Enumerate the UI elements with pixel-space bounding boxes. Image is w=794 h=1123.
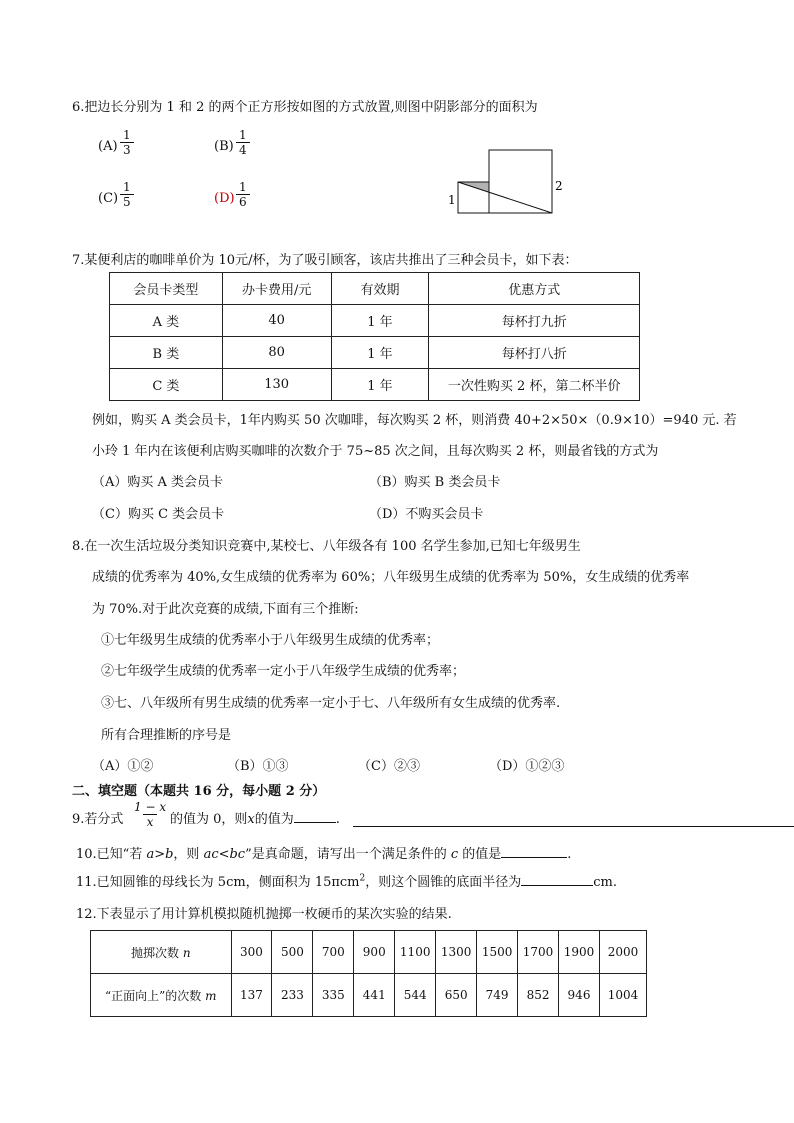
q6-squares-figure — [440, 146, 570, 218]
table-cell: 1 年 — [331, 305, 429, 337]
table-cell: 80 — [222, 337, 331, 369]
q11-text-1: 11.已知圆锥的母线长为 5cm，侧面积为 15πcm — [76, 875, 360, 890]
q6-option-d-num: 1 — [239, 180, 247, 194]
table-cell: 一次性购买 2 杯，第二杯半价 — [429, 369, 640, 401]
q10-text — [76, 843, 571, 862]
q10-text-2: ，则 — [173, 847, 204, 862]
q9-text — [170, 808, 340, 827]
q6-option-b-den: 4 — [236, 142, 250, 157]
section-2-total-score: 16 — [193, 784, 212, 799]
q8-option-b: （B）①③ — [227, 759, 289, 774]
large-square — [489, 150, 552, 213]
section-2-item-score: 2 — [285, 784, 295, 799]
q11-text — [76, 871, 617, 890]
q10-text-4: 的值是 — [458, 847, 502, 862]
table-cell: 130 — [222, 369, 331, 401]
q11-end: cm. — [593, 875, 618, 890]
q9-fraction-den: x — [143, 814, 158, 829]
table-cell: 1500 — [477, 931, 518, 974]
row-label-n — [91, 931, 232, 974]
row-label-m-var: m — [205, 988, 217, 1003]
table-header-cell: 优惠方式 — [429, 273, 640, 305]
table-cell: 每杯打九折 — [429, 305, 640, 337]
table-cell: 749 — [477, 974, 518, 1017]
q6-option-b-fraction — [236, 128, 250, 157]
q12-stem: 12.下表显示了用计算机模拟随机抛掷一枚硬币的某次实验的结果. — [76, 907, 452, 922]
table-cell: 1300 — [436, 931, 477, 974]
q9-suffix: 的值为 — [254, 812, 294, 827]
table-cell: 1700 — [518, 931, 559, 974]
q12-coin-table — [90, 930, 647, 1017]
q8-option-a: （A）①② — [92, 759, 154, 774]
q9-end: . — [335, 812, 340, 827]
q6-option-c-num: 1 — [123, 180, 131, 194]
q8-option-c: （C）②③ — [358, 759, 420, 774]
q7-option-b: （B）购买 B 类会员卡 — [369, 475, 501, 490]
q6-option-a-num: 1 — [123, 128, 131, 142]
table-cell: 1100 — [395, 931, 436, 974]
table-row — [110, 369, 640, 401]
table-cell: B 类 — [110, 337, 223, 369]
q11-text-2: ，则这个圆锥的底面半径为 — [365, 875, 522, 890]
q6-option-d-fraction — [236, 180, 250, 209]
q7-stem: 7.某便利店的咖啡单价为 10元/杯，为了吸引顾客，该店共推出了三种会员卡，如下表： — [72, 253, 578, 268]
table-row — [110, 305, 640, 337]
q9-fraction-num: 1 − x — [134, 800, 167, 814]
q7-option-c: （C）购买 C 类会员卡 — [92, 507, 225, 522]
table-cell: 650 — [436, 974, 477, 1017]
table-cell: 441 — [354, 974, 395, 1017]
table-cell: 700 — [313, 931, 354, 974]
q6-option-c-fraction — [120, 180, 134, 209]
q6-option-a-den: 3 — [120, 142, 134, 157]
section-2-mid: 分，每小题 — [211, 784, 286, 799]
q8-line-1: 8.在一次生活垃圾分类知识竞赛中,某校七、八年级各有 100 名学生参加,已知七年级男生 — [72, 539, 581, 554]
table-cell: 233 — [272, 974, 313, 1017]
q9-answer-blank[interactable] — [294, 822, 336, 823]
q10-condition: a>b — [146, 847, 174, 862]
q8-prompt: 所有合理推断的序号是 — [101, 728, 232, 743]
large-square-label: 2 — [555, 179, 563, 193]
q6-option-a-label: (A) — [98, 139, 118, 154]
q7-option-a: （A）购买 A 类会员卡 — [92, 475, 224, 490]
q9-variable: x — [247, 812, 255, 827]
q10-variable: c — [450, 847, 459, 862]
table-row — [110, 337, 640, 369]
table-header-row — [110, 273, 640, 305]
q6-option-b-num: 1 — [239, 128, 247, 142]
q10-end: . — [567, 847, 572, 862]
table-cell: 1900 — [559, 931, 600, 974]
q7-example-line: 例如，购买 A 类会员卡，1年内购买 50 次咖啡，每次购买 2 杯，则消费 40+2×50×（0.9×10）=940 元. 若 — [92, 413, 737, 428]
table-cell: 1 年 — [331, 369, 429, 401]
q8-inference-3: ③七、八年级所有男生成绩的优秀率一定小于七、八年级所有女生成绩的优秀率. — [101, 696, 561, 711]
q8-inference-1: ①七年级男生成绩的优秀率小于八年级男生成绩的优秀率； — [101, 633, 440, 648]
q9-fraction — [130, 800, 170, 829]
q6-option-a-fraction — [120, 128, 134, 157]
row-label-m-text: “正面向上”的次数 — [105, 988, 202, 1003]
q11-answer-blank[interactable] — [521, 885, 593, 886]
table-cell: 900 — [354, 931, 395, 974]
table-cell: 每杯打八折 — [429, 337, 640, 369]
row-label-m — [91, 974, 232, 1017]
q10-conclusion: ac<bc — [203, 847, 246, 862]
table-cell: 300 — [231, 931, 272, 974]
q7-option-d: （D）不购买会员卡 — [369, 507, 484, 522]
q6-option-b-label: (B) — [214, 139, 234, 154]
section-2-suffix: 分） — [294, 784, 326, 799]
q9-answer-line — [353, 826, 794, 827]
table-row-n — [91, 931, 647, 974]
table-row-m — [91, 974, 647, 1017]
table-cell: 40 — [222, 305, 331, 337]
q11-superscript: 2 — [359, 873, 366, 884]
table-cell: 1 年 — [331, 337, 429, 369]
table-cell: 2000 — [599, 931, 646, 974]
q6-stem: 6.把边长分别为 1 和 2 的两个正方形按如图的方式放置,则图中阴影部分的面积为 — [72, 100, 538, 115]
diagonal-line — [458, 182, 552, 213]
table-cell: C 类 — [110, 369, 223, 401]
table-cell: 1004 — [599, 974, 646, 1017]
row-label-n-text: 抛掷次数 — [130, 945, 179, 960]
table-header-cell: 会员卡类型 — [110, 273, 223, 305]
table-cell: 137 — [231, 974, 272, 1017]
table-cell: 544 — [395, 974, 436, 1017]
q8-line-3: 为 70%.对于此次竞赛的成绩,下面有三个推断: — [92, 602, 359, 617]
table-cell: 852 — [518, 974, 559, 1017]
q10-text-3: ”是真命题，请写出一个满足条件的 — [245, 847, 451, 862]
row-label-n-var: n — [182, 945, 191, 960]
q6-option-d-den: 6 — [236, 194, 250, 209]
table-header-cell: 有效期 — [331, 273, 429, 305]
q6-option-c-label: (C) — [98, 191, 119, 206]
q7-membership-table — [109, 272, 640, 401]
q8-inference-2: ②七年级学生成绩的优秀率一定小于八年级学生成绩的优秀率； — [101, 664, 466, 679]
table-cell: 335 — [313, 974, 354, 1017]
q8-line-2: 成绩的优秀率为 40%,女生成绩的优秀率为 60%；八年级男生成绩的优秀率为 50%，女生成绩的优秀率 — [92, 570, 690, 585]
table-cell: 946 — [559, 974, 600, 1017]
small-square-label: 1 — [448, 193, 456, 207]
table-cell: 500 — [272, 931, 313, 974]
q9-prefix: 9.若分式 — [72, 812, 124, 827]
section-2-prefix: 二、填空题（本题共 — [72, 784, 194, 799]
q10-answer-blank[interactable] — [501, 857, 567, 858]
q9-mid: 的值为 0，则 — [170, 812, 248, 827]
q6-option-d-label: (D) — [214, 191, 235, 206]
table-cell: A 类 — [110, 305, 223, 337]
q6-option-c-den: 5 — [120, 194, 134, 209]
q8-option-d: （D）①②③ — [489, 759, 565, 774]
q7-question-line: 小玲 1 年内在该便利店购买咖啡的次数介于 75~85 次之间，且每次购买 2 杯，则最省钱的方式为 — [92, 444, 659, 459]
section-2-heading — [72, 780, 325, 799]
table-header-cell: 办卡费用/元 — [222, 273, 331, 305]
q10-text-1: 10.已知“若 — [76, 847, 147, 862]
